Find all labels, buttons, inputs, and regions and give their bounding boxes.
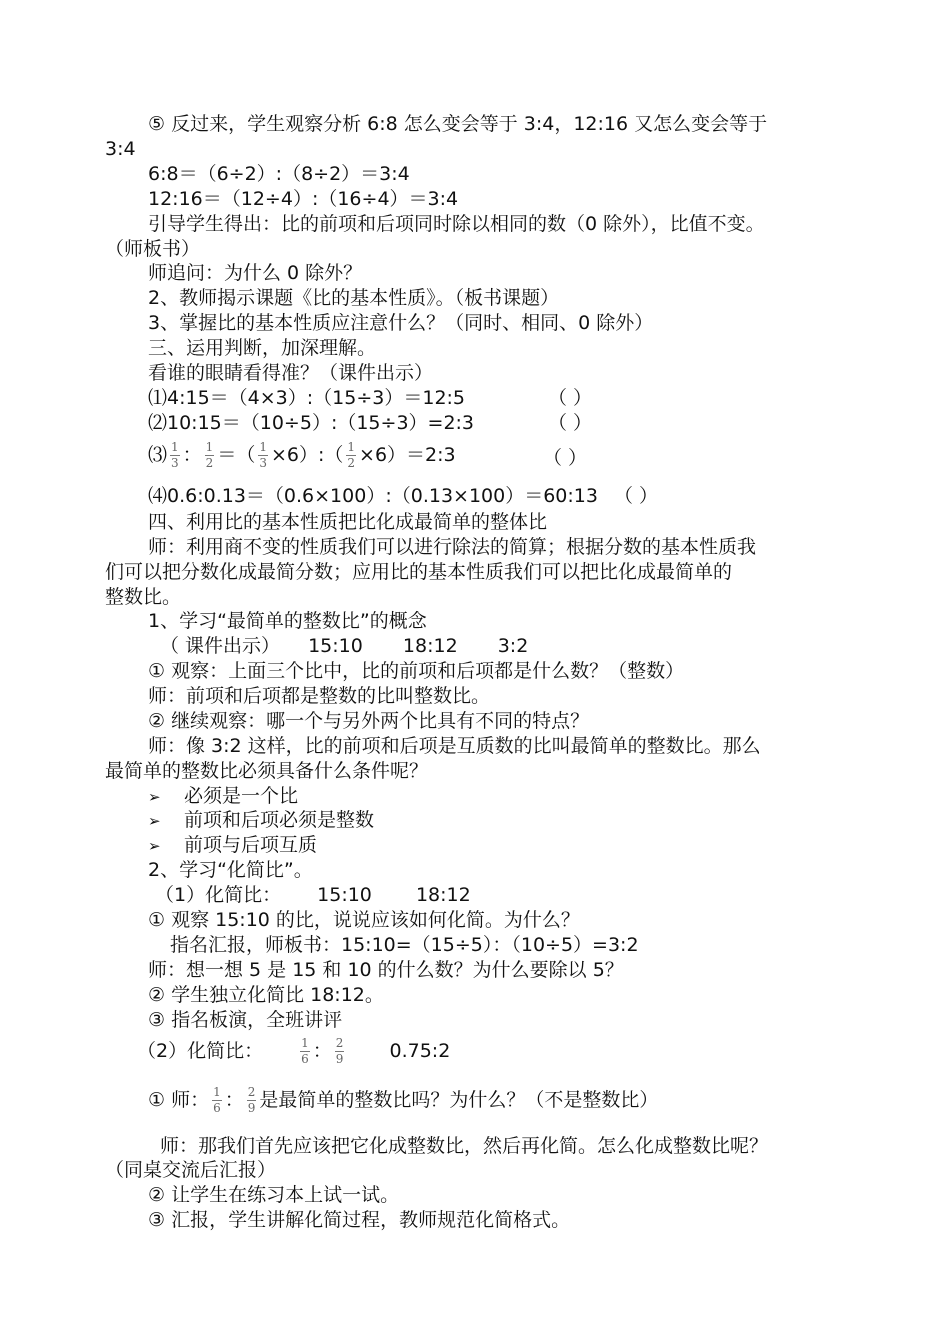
answer-parens: （ ） [548,412,593,434]
judgement-text: ⑵10:15＝（10÷5）:（15÷3）=2:3 [148,412,475,434]
ratio-colon: ： [182,444,202,466]
arrow-bullet-icon: ➢ [148,788,161,806]
list-item [148,808,374,834]
ratio-colon: ： [312,1040,332,1062]
list-item [148,784,298,810]
fraction-numerator: 1 [171,440,179,454]
judgement-item [148,386,465,411]
fraction-denominator: 6 [301,1052,309,1066]
paragraph-line: 看谁的眼睛看得准？（课件出示） [148,362,434,384]
paragraph-line: 3、掌握比的基本性质应注意什么？（同时、相同、0 除外） [148,312,654,334]
exercise-label: （1）化简比： [155,884,282,906]
paragraph-line: ② 继续观察：哪一个与另外两个比具有不同的特点？ [148,710,590,732]
paragraph-line: ② 让学生在练习本上试一试。 [148,1184,400,1206]
paragraph-line: 师：前项和后项都是整数的比叫整数比。 [148,685,491,707]
paragraph-line: ③ 汇报，学生讲解化简过程，教师规范化简格式。 [148,1209,571,1231]
paragraph-line: 指名汇报，师板书：15:10=（15÷5）：（10÷5）=3:2 [170,934,639,956]
exercise-line [137,1036,450,1067]
question-text: 是最简单的整数比吗？为什么？（不是整数比） [259,1089,659,1111]
fraction [212,1085,222,1116]
paragraph-line: 们可以把分数化成最简分数；应用比的基本性质我们可以把比化成最简单的 [105,561,733,583]
fraction-denominator: 3 [259,456,267,470]
paragraph-line: 1、学习“最简单的整数比”的概念 [148,610,427,632]
section-heading: 三、运用判断，加深理解。 [148,337,377,359]
fraction-numerator: 2 [247,1085,256,1099]
answer-parens: （ ） [548,387,593,409]
fraction [258,440,268,471]
paragraph-line: 2、学习“化简比”。 [148,859,313,881]
list-item-text: 必须是一个比 [184,785,299,807]
paragraph-line: ① 观察 15:10 的比，说说应该如何化简。为什么？ [148,909,580,931]
paragraph-line: 师追问：为什么 0 除外？ [148,262,363,284]
fraction-numerator: 1 [259,440,267,454]
courseware-line [160,634,528,659]
ratio: 3:2 [497,635,529,657]
answer-parens: （ ） [614,485,659,507]
ratio: 15:10 [317,884,372,906]
speaker-label: ① 师： [148,1089,210,1111]
fraction-numerator: 1 [301,1036,309,1050]
paragraph-line: 3:4 [105,138,136,160]
arrow-bullet-icon: ➢ [148,837,161,855]
fraction [205,440,215,471]
fraction-numerator: 1 [347,440,356,454]
judgement-item [148,411,474,436]
exercise-line [155,883,471,908]
paragraph-line: 师：想一想 5 是 15 和 10 的什么数？为什么要除以 5？ [148,959,624,981]
ratio: 18:12 [415,884,471,906]
list-item-text: 前项和后项必须是整数 [184,809,375,831]
paragraph-line: ③ 指名板演，全班讲评 [148,1009,343,1031]
section-heading: 四、利用比的基本性质把比化成最简单的整体比 [148,511,548,533]
item-number: ⑶ [148,444,168,466]
paragraph-line: 师：那我们首先应该把它化成整数比，然后再化简。怎么化成整数比呢？ [160,1135,769,1157]
paragraph-line: ① 观察：上面三个比中，比的前项和后项都是什么数？（整数） [148,660,685,682]
ratio: 15:10 [308,635,363,657]
fraction [300,1036,310,1067]
paragraph-line: 引导学生得出：比的前项和后项同时除以相同的数（0 除外），比值不变。 [148,213,765,235]
fraction [247,1085,257,1116]
judgement-text: ⑴4:15＝（4×3）:（15÷3）＝12:5 [148,387,466,409]
ratio-colon: ： [224,1089,244,1111]
exercise-label: （2）化简比： [137,1040,264,1062]
paragraph-line: （师板书） [105,238,201,260]
paragraph-line: ⑤ 反过来，学生观察分析 6:8 怎么变会等于 3:4，12:16 又怎么变会等于 [148,113,768,135]
list-item [148,833,317,859]
equation-line: 6:8＝（6÷2）:（8÷2）＝3:4 [148,163,410,185]
arrow-bullet-icon: ➢ [148,812,161,830]
fraction [170,440,180,471]
fraction-denominator: 2 [205,456,214,470]
fraction-numerator: 1 [205,440,214,454]
list-item-text: 前项与后项互质 [184,834,318,856]
paragraph-line: 最简单的整数比必须具备什么条件呢？ [105,760,429,782]
fraction [346,440,356,471]
paragraph-line: 师：利用商不变的性质我们可以进行除法的简算；根据分数的基本性质我 [148,536,757,558]
equation-text: ＝（ [217,444,256,466]
fraction-numerator: 1 [213,1085,221,1099]
fraction-denominator: 6 [213,1101,221,1115]
equation-line: 12:16＝（12÷4）:（16÷4）＝3:4 [148,188,459,210]
judgement-item [148,440,456,471]
fraction-denominator: 9 [247,1101,256,1115]
answer-parens: （ ） [543,447,588,469]
fraction-denominator: 9 [335,1052,344,1066]
paragraph-line: （同桌交流后汇报） [105,1159,277,1181]
paragraph-line: ② 学生独立化简比 18:12。 [148,984,384,1006]
courseware-label: （ 课件出示） [160,635,281,657]
fraction-numerator: 2 [335,1036,344,1050]
fraction-denominator: 2 [347,456,356,470]
paragraph-line: 2、教师揭示课题《比的基本性质》。（板书课题） [148,287,560,309]
ratio: 0.75:2 [389,1040,451,1062]
judgement-item [148,484,598,509]
ratio: 18:12 [402,635,458,657]
paragraph-line [148,1085,658,1116]
paragraph-line: 整数比。 [105,586,182,608]
equation-text: ×6）＝2:3 [359,444,456,466]
fraction [335,1036,345,1067]
equation-text: ×6）:（ [270,444,344,466]
paragraph-line: 师：像 3:2 这样，比的前项和后项是互质数的比叫最简单的整数比。那么 [148,735,761,757]
fraction-denominator: 3 [171,456,179,470]
judgement-text: ⑷0.6:0.13＝（0.6×100）:（0.13×100）＝60:13 [148,485,598,507]
